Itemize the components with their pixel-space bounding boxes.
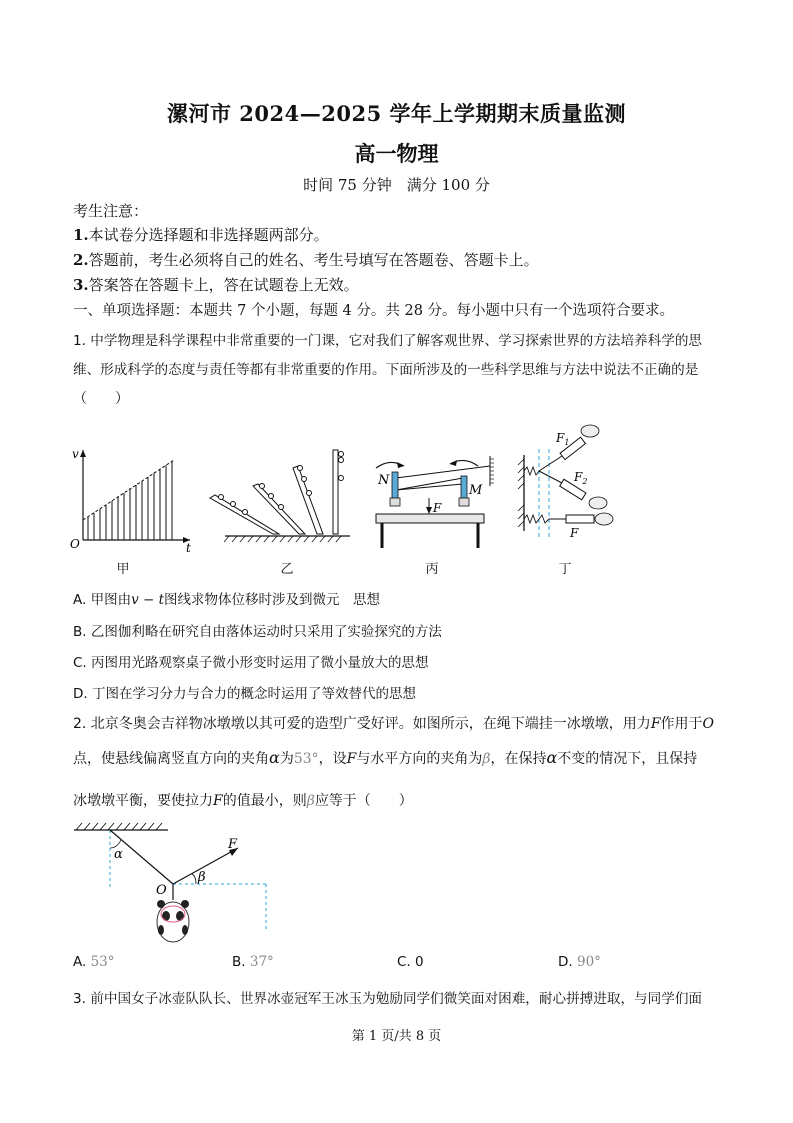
figure-jia bbox=[66, 446, 196, 556]
q1-line-3: （ ） bbox=[73, 391, 129, 407]
figure-q2 bbox=[68, 818, 278, 948]
section-heading: 一、单项选择题：本题共 7 个小题，每题 4 分。共 28 分。每小题中只有一个选项符合要求。 bbox=[73, 303, 675, 319]
figure-yi bbox=[205, 446, 355, 546]
jia-v-label: v bbox=[72, 447, 79, 461]
caption-bing: 丙 bbox=[425, 562, 439, 577]
figure-ding bbox=[512, 421, 642, 539]
q2-line-3: 冰墩墩平衡，要使拉力F的值最小，则β应等于（ ） bbox=[73, 793, 413, 809]
notice-heading: 考生注意： bbox=[73, 202, 149, 220]
q2-line-1: 2. 北京冬奥会吉祥物冰墩墩以其可爱的造型广受好评。如图所示，在绳下端挂一冰墩墩，用力F作用于O bbox=[73, 716, 715, 732]
ding-f-label: F bbox=[570, 526, 579, 539]
incline-4 bbox=[333, 450, 338, 534]
q2-f-label: F bbox=[228, 837, 238, 852]
q1-line-1: 1. 中学物理是科学课程中非常重要的一门课，它对我们了解客观世界、学习探索世界的方法培养科学的思 bbox=[73, 333, 703, 349]
mirror-n bbox=[392, 472, 398, 498]
incline-3 bbox=[293, 466, 323, 534]
caption-ding: 丁 bbox=[558, 562, 572, 577]
exam-title: 漯河市 2024—2025 学年上学期期末质量监测 bbox=[166, 101, 626, 126]
q1-line-2: 维、形成科学的态度与责任等都有非常重要的作用。下面所涉及的一些科学思维与方法中说法不正确的是 bbox=[73, 362, 699, 378]
q1-option-a: A. 甲图由v − t图线求物体位移时涉及到微元 思想 bbox=[73, 592, 381, 608]
q2-alpha-label: α bbox=[114, 847, 123, 862]
table-top bbox=[376, 514, 484, 523]
ding-f2-label: $F_2$ bbox=[574, 470, 588, 486]
notice-item-3: 3.答案答在答题卡上，答在试题卷上无效。 bbox=[73, 276, 359, 294]
q2-line-2: 点，使悬线偏离竖直方向的夹角α为53°，设F与水平方向的夹角为β，在保持α不变的情况下，且保持 bbox=[73, 748, 698, 767]
q2-o-label: O bbox=[156, 883, 167, 898]
q3-line-1: 3. 前中国女子冰壶队队长、世界冰壶冠军王冰玉为勉励同学们微笑面对困难，耐心拼搏进取，与同学们面 bbox=[73, 991, 703, 1007]
jia-t-label: t bbox=[186, 541, 191, 555]
notice-item-1: 1.本试卷分选择题和非选择题两部分。 bbox=[73, 226, 329, 244]
bing-f-label: F bbox=[433, 501, 442, 515]
q1-option-c: C. 丙图用光路观察桌子微小形变时运用了微小量放大的思想 bbox=[73, 655, 429, 671]
bing-n-label: N bbox=[378, 473, 390, 488]
ding-f1-label: $F_1$ bbox=[556, 431, 570, 447]
figure-bing bbox=[366, 450, 506, 550]
q1-option-d: D. 丁图在学习分力与合力的概念时运用了等效替代的思想 bbox=[73, 686, 416, 702]
time-info: 时间 75 分钟 满分 100 分 bbox=[303, 176, 490, 194]
exam-subject: 高一物理 bbox=[354, 141, 439, 166]
panda-icon bbox=[157, 900, 189, 942]
page-number: 第 1 页/共 8 页 bbox=[351, 1029, 442, 1044]
caption-jia: 甲 bbox=[116, 562, 130, 577]
mirror-m bbox=[461, 476, 467, 498]
q2-option-a: A. 53° bbox=[73, 954, 115, 970]
q2-beta-label: β bbox=[198, 870, 206, 885]
bing-m-label: M bbox=[469, 483, 483, 498]
jia-origin-label: O bbox=[70, 537, 80, 551]
q2-option-c: C. 0 bbox=[397, 954, 424, 970]
notice-item-2: 2.答题前，考生必须将自己的姓名、考生号填写在答题卷、答题卡上。 bbox=[73, 251, 539, 269]
q2-option-d: D. 90° bbox=[558, 954, 601, 970]
q2-option-b: B. 37° bbox=[232, 954, 274, 970]
q1-option-b: B. 乙图伽利略在研究自由落体运动时只采用了实验探究的方法 bbox=[73, 624, 442, 640]
caption-yi: 乙 bbox=[280, 562, 294, 577]
